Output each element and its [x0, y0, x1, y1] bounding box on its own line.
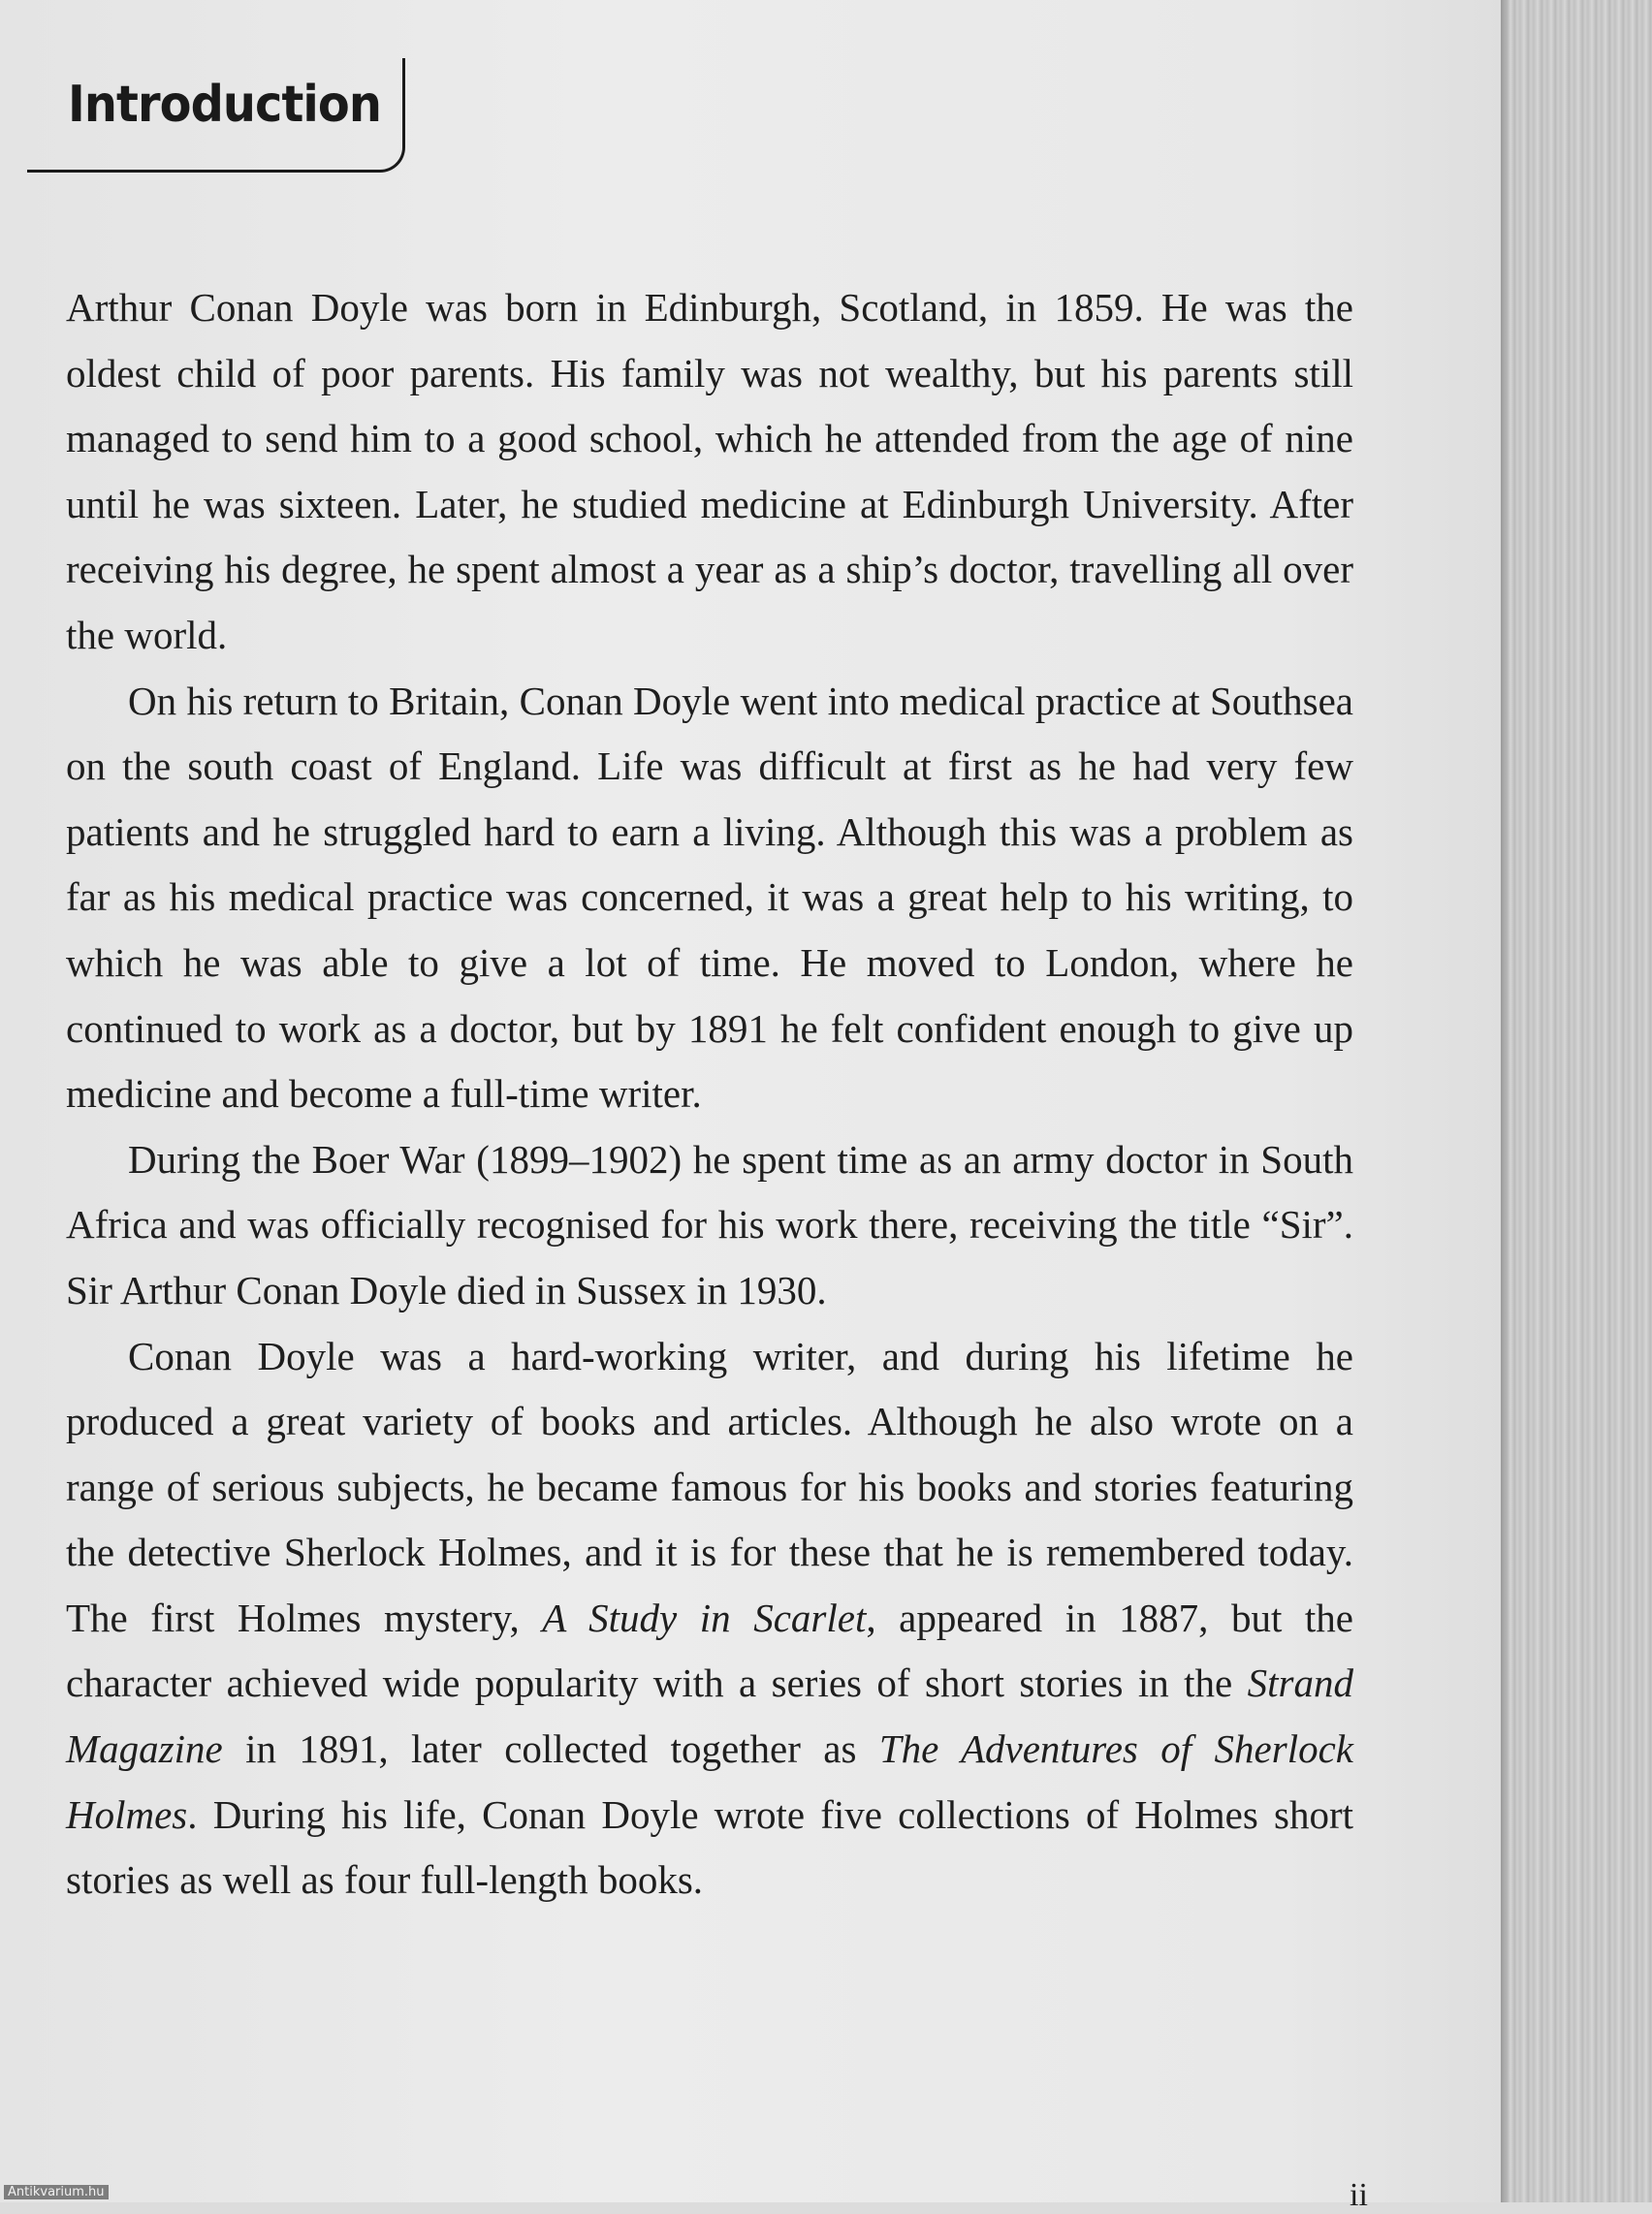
- page-number: ii: [1350, 2177, 1368, 2213]
- watermark: Antikvarium.hu: [4, 2185, 109, 2199]
- page-title: Introduction: [68, 76, 382, 134]
- paragraph-text: . During his life, Conan Doyle wrote five collections of Holmes short stories as well as four full-length books.: [66, 1791, 1353, 1903]
- page-stack-edge: [1501, 0, 1652, 2202]
- paragraph-text: , appeared in 1887, but the character achieved wide popularity with a series of short stories in the: [66, 1595, 1353, 1706]
- paragraph-early-life: Arthur Conan Doyle was born in Edinburgh, Scotland, in 1859. He was the oldest child of poor parents. His family was not wealthy, but his parents still managed to send him to a good school, which he attended from the age of nine until he was sixteen. Later, he studied medicine at Edinburgh University. After receiving his degree, he spent almost a year as a ship’s doctor, travelling all over the world.: [66, 285, 1353, 657]
- paragraph-sherlock-holmes: [66, 1324, 1353, 1914]
- book-title: A Study in Scarlet: [542, 1595, 867, 1640]
- paragraph-text: Conan Doyle was a hard-working writer, and during his lifetime he produced a great variety of books and articles. Although he also wrote on a range of serious subjects, he became famous for his books and stories featuring the detective Sherlock Holmes, and it is for these that he is remembered today. The first Holmes mystery,: [66, 1333, 1353, 1640]
- paragraph-text: in 1891, later collected together as: [222, 1726, 879, 1772]
- body-text: [66, 275, 1353, 1914]
- paragraph-medical-practice: On his return to Britain, Conan Doyle went into medical practice at Southsea on the south coast of England. Life was difficult at first as he had very few patients and he struggled hard to earn a living. Although this was a problem as far as his medical practice was concerned, it was a great help to his writing, to which he was able to give a lot of time. He moved to London, where he continued to work as a doctor, but by 1891 he felt confident enough to give up medicine and become a full-time writer.: [66, 678, 1353, 1117]
- book-title: The Adventures of Sherlock Holmes: [66, 1726, 1353, 1837]
- paragraph-boer-war: During the Boer War (1899–1902) he spent time as an army doctor in South Africa and was officially recognised for his work there, receiving the title “Sir”. Sir Arthur Conan Doyle died in Sussex in 1930.: [66, 1136, 1353, 1313]
- magazine-title: Strand Magazine: [66, 1660, 1353, 1772]
